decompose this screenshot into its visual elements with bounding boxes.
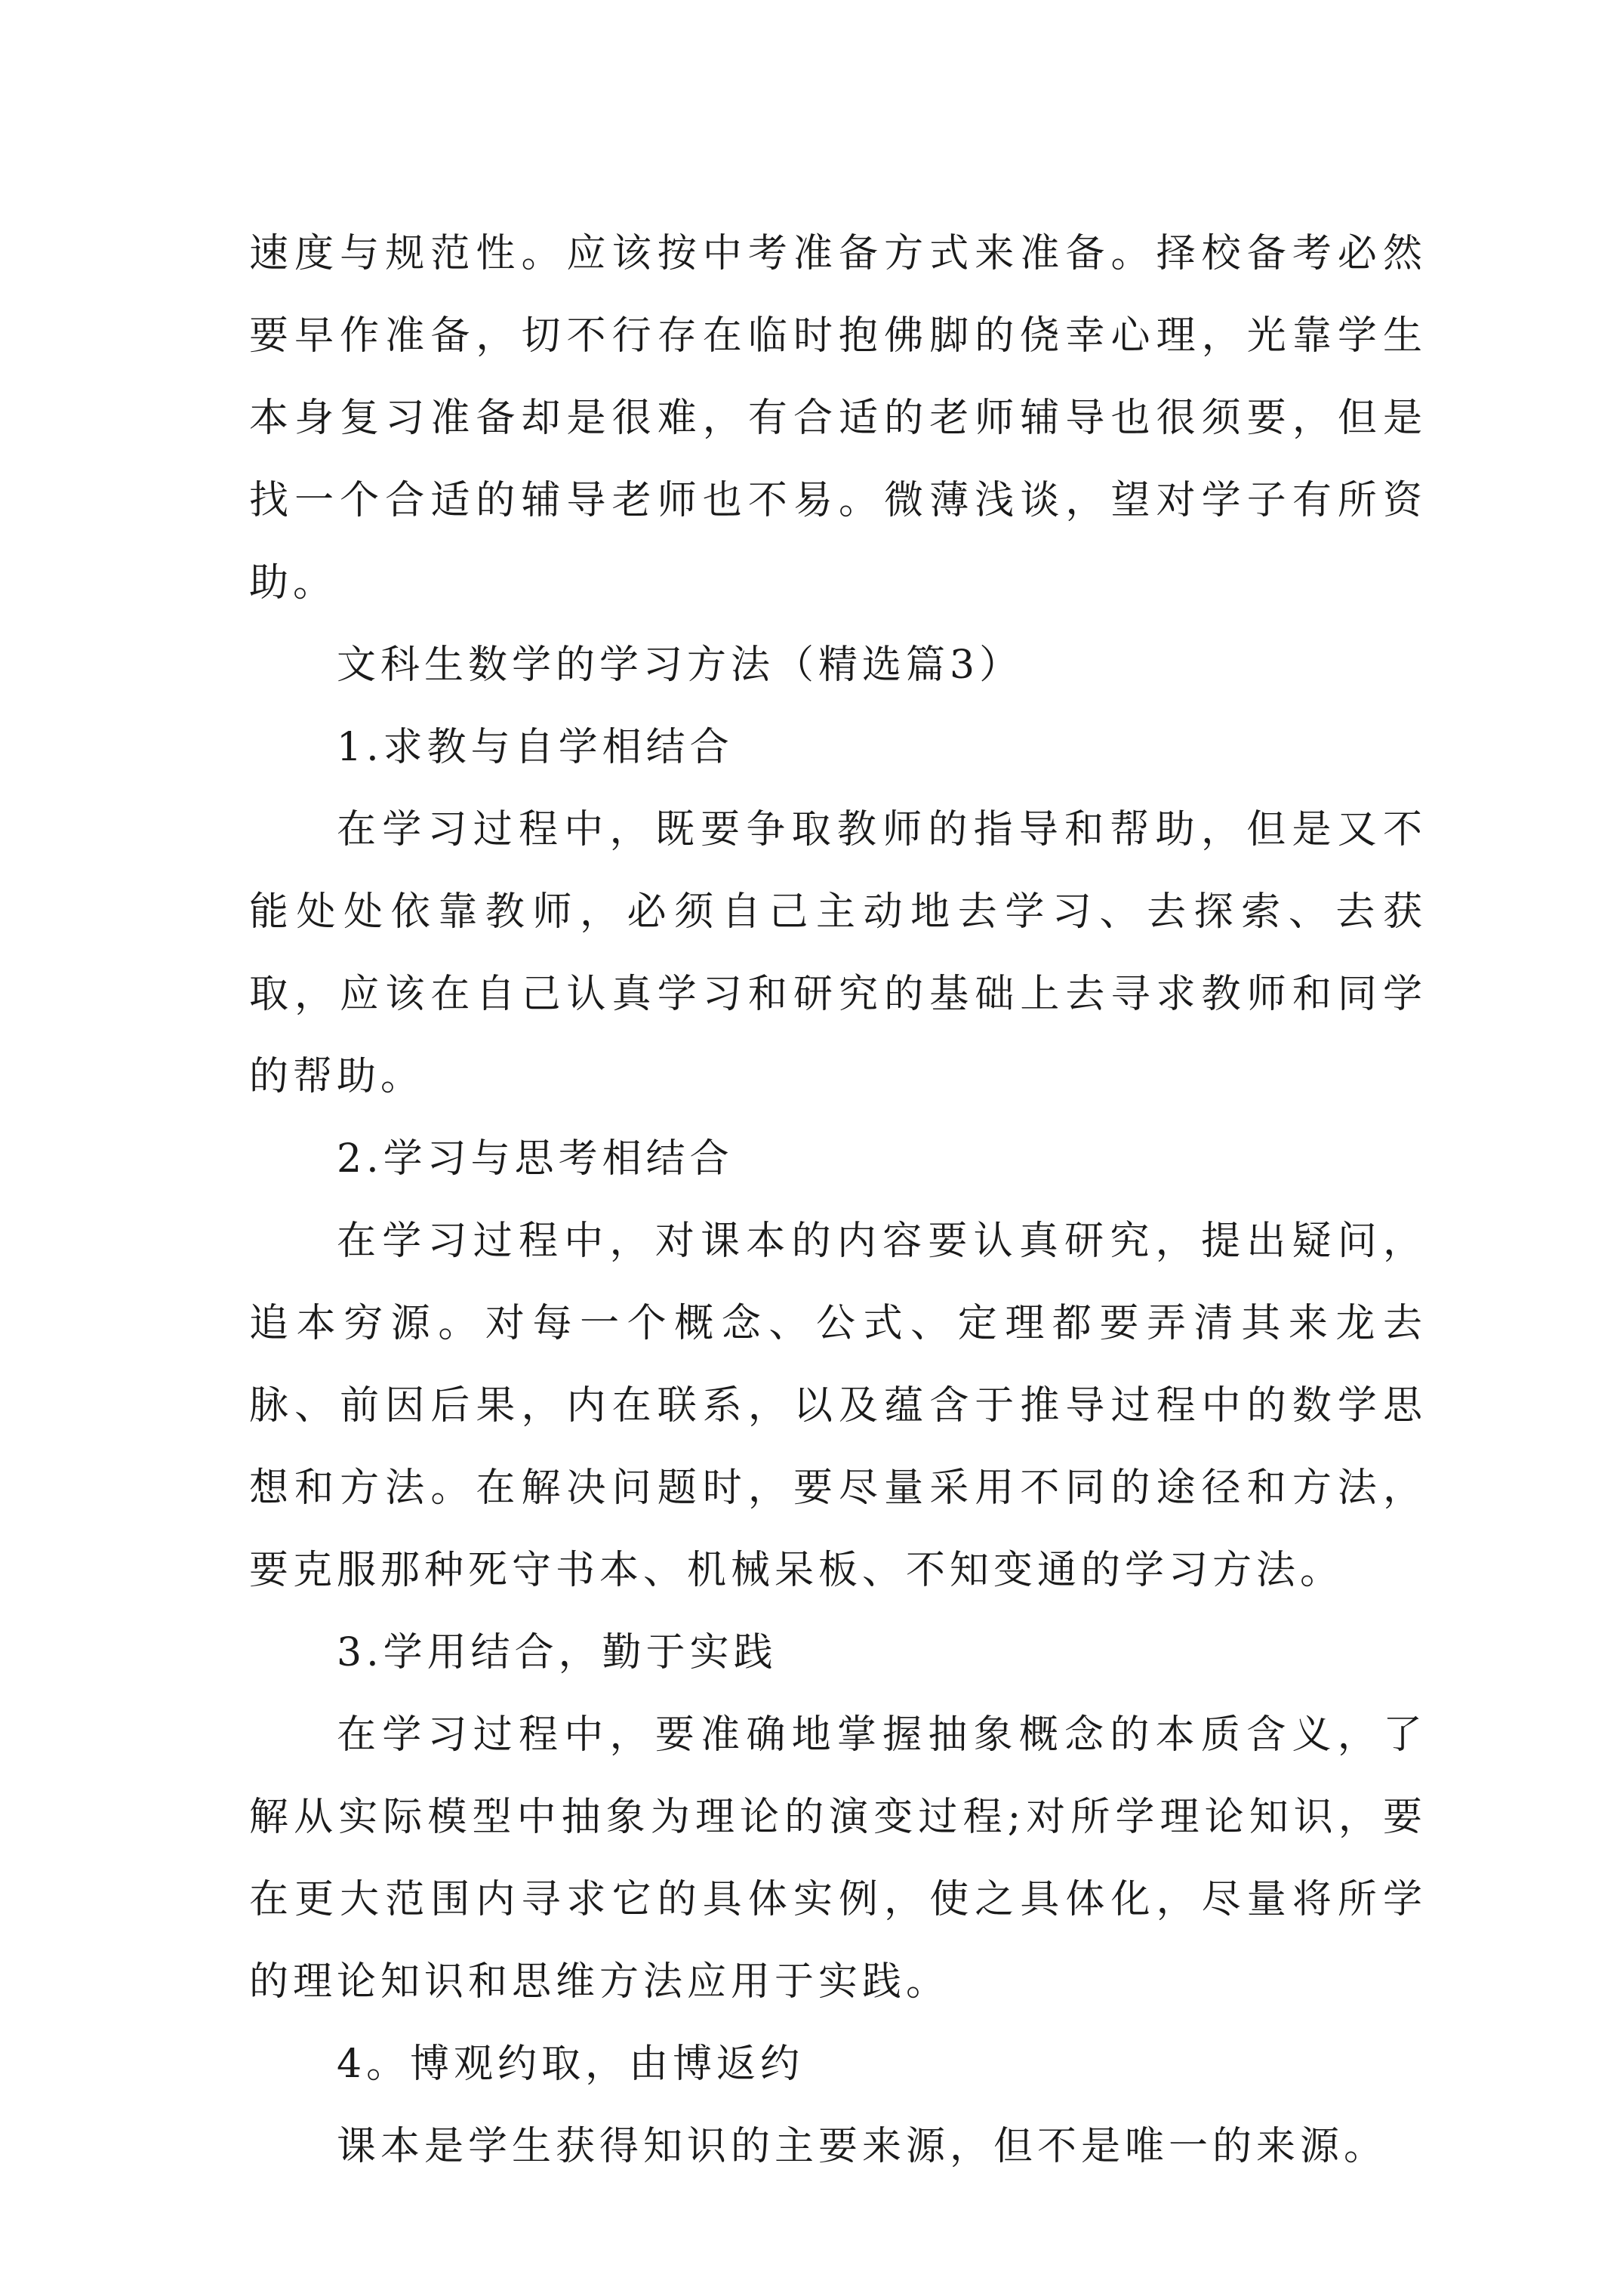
- document-body: [249, 213, 1427, 2188]
- subheading-1: 1.求教与自学相结合: [337, 725, 734, 770]
- paragraph-2: 在学习过程中，对课本的内容要认真研究，提出疑问，追本穷源。对每一个概念、公式、定理都要弄清其来龙去脉、前因后果，内在联系，以及蕴含于推导过程中的数学思想和方法。在解决问题时，要尽量采用不同的途径和方法，要克服那种死守书本、机械呆板、不知变通的学习方法。: [249, 1219, 1427, 1593]
- paragraph-4: 课本是学生获得知识的主要来源，但不是唯一的来源。: [337, 2124, 1388, 2169]
- paragraph-1: 在学习过程中，既要争取教师的指导和帮助，但是又不能处处依靠教师，必须自己主动地去学习、去探索、去获取，应该在自己认真学习和研究的基础上去寻求教师和同学的帮助。: [249, 807, 1427, 1099]
- paragraph-continuation: 速度与规范性。应该按中考准备方式来准备。择校备考必然要早作准备，切不行存在临时抱佛脚的侥幸心理，光靠学生本身复习准备却是很难，有合适的老师辅导也很须要，但是找一个合适的辅导老师也不易。微薄浅谈，望对学子有所资助。: [249, 231, 1427, 606]
- paragraph-3: 在学习过程中，要准确地掌握抽象概念的本质含义，了解从实际模型中抽象为理论的演变过程;对所学理论知识，要在更大范围内寻求它的具体实例，使之具体化，尽量将所学的理论知识和思维方法应用于实践。: [249, 1712, 1427, 2005]
- subheading-4: 4。博观约取，由博返约: [337, 2042, 805, 2087]
- subheading-3: 3.学用结合，勤于实践: [337, 1630, 778, 1675]
- section-title: 文科生数学的学习方法（精选篇3）: [337, 643, 1024, 688]
- subheading-2: 2.学习与思考相结合: [337, 1136, 734, 1182]
